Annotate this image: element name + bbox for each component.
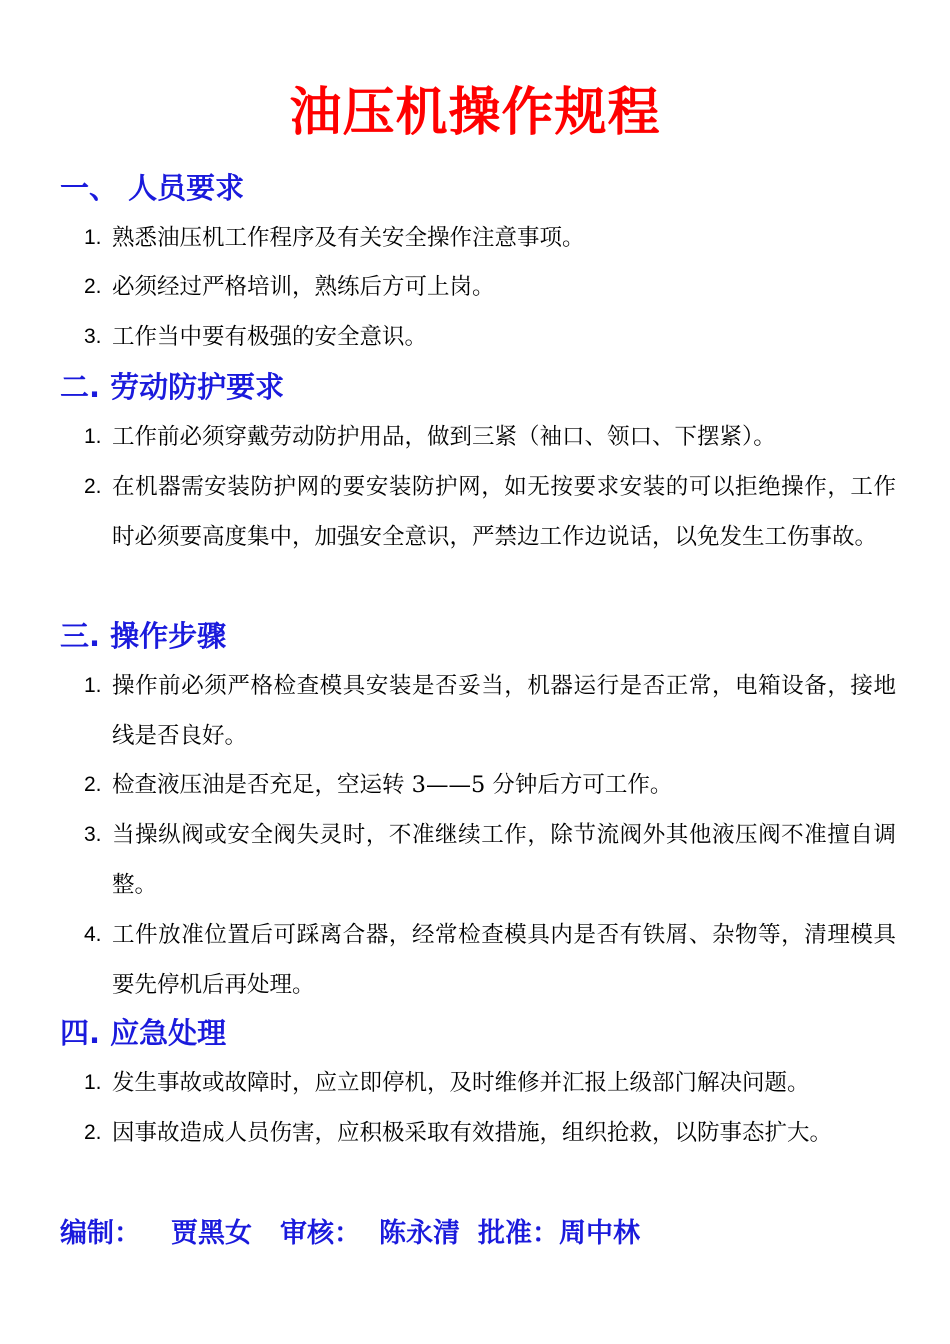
list-item-number: 1. [84,226,102,249]
list-item-text: 因事故造成人员伤害，应积极采取有效措施，组织抢救，以防事态扩大。 [112,1120,833,1146]
list-item-number: 2. [84,773,102,796]
list-item [84,661,896,761]
list-item-text: 熟悉油压机工作程序及有关安全操作注意事项。 [112,225,585,251]
list-item-number: 4. [84,923,102,946]
list-item-text: 工作当中要有极强的安全意识。 [112,324,428,350]
compiler-label: 编制： [60,1218,141,1249]
list-item-number: 1. [84,1071,102,1094]
signature-footer [60,1212,640,1256]
list-item-number: 1. [84,425,102,448]
section-heading-emergency: 四. 应急处理 [60,1016,227,1050]
list-item-text: 操作前必须严格检查模具安装是否妥当，机器运行是否正常，电箱设备，接地线是否良好。 [112,673,896,749]
list-item-text: 必须经过严格培训，熟练后方可上岗。 [112,274,495,300]
section-heading-personnel: 一、 人员要求 [60,171,245,205]
list-item [84,312,896,362]
list-item-number: 2. [84,475,102,498]
list-item [84,412,896,462]
reviewer-name: 陈永清 [379,1218,460,1249]
list-item [84,462,896,562]
list-item-text: 发生事故或故障时，应立即停机，及时维修并汇报上级部门解决问题。 [112,1070,810,1096]
list-item-text: 检查液压油是否充足，空运转 3——5 分钟后方可工作。 [112,772,673,798]
document-title: 油压机操作规程 [289,83,661,143]
approver-name: 周中林 [559,1218,640,1249]
list-item-text: 工作前必须穿戴劳动防护用品，做到三紧（袖口、领口、下摆紧）。 [112,424,776,450]
list-item [84,262,896,312]
compiler-name: 贾黑女 [171,1218,252,1249]
list-item-number: 3. [84,325,102,348]
list-item-number: 2. [84,275,102,298]
section-heading-protection: 二. 劳动防护要求 [60,370,285,404]
list-item-text: 当操纵阀或安全阀失灵时，不准继续工作，除节流阀外其他液压阀不准擅自调整。 [112,822,896,898]
list-item [84,810,896,910]
list-item [84,1058,896,1108]
list-item-number: 2. [84,1121,102,1144]
list-item [84,213,896,263]
list-item-text: 工件放准位置后可踩离合器，经常检查模具内是否有铁屑、杂物等，清理模具要先停机后再处理。 [112,922,896,998]
approver-label: 批准： [478,1218,559,1249]
list-item-text: 在机器需安装防护网的要安装防护网，如无按要求安装的可以拒绝操作，工作时必须要高度集中，加强安全意识，严禁边工作边说话，以免发生工伤事故。 [112,474,896,550]
list-item [84,910,896,1010]
reviewer-label: 审核： [280,1218,361,1249]
list-item-number: 3. [84,823,102,846]
list-item [84,1108,896,1158]
list-item-number: 1. [84,674,102,697]
section-heading-operation: 三. 操作步骤 [60,619,227,653]
list-item [84,760,896,810]
